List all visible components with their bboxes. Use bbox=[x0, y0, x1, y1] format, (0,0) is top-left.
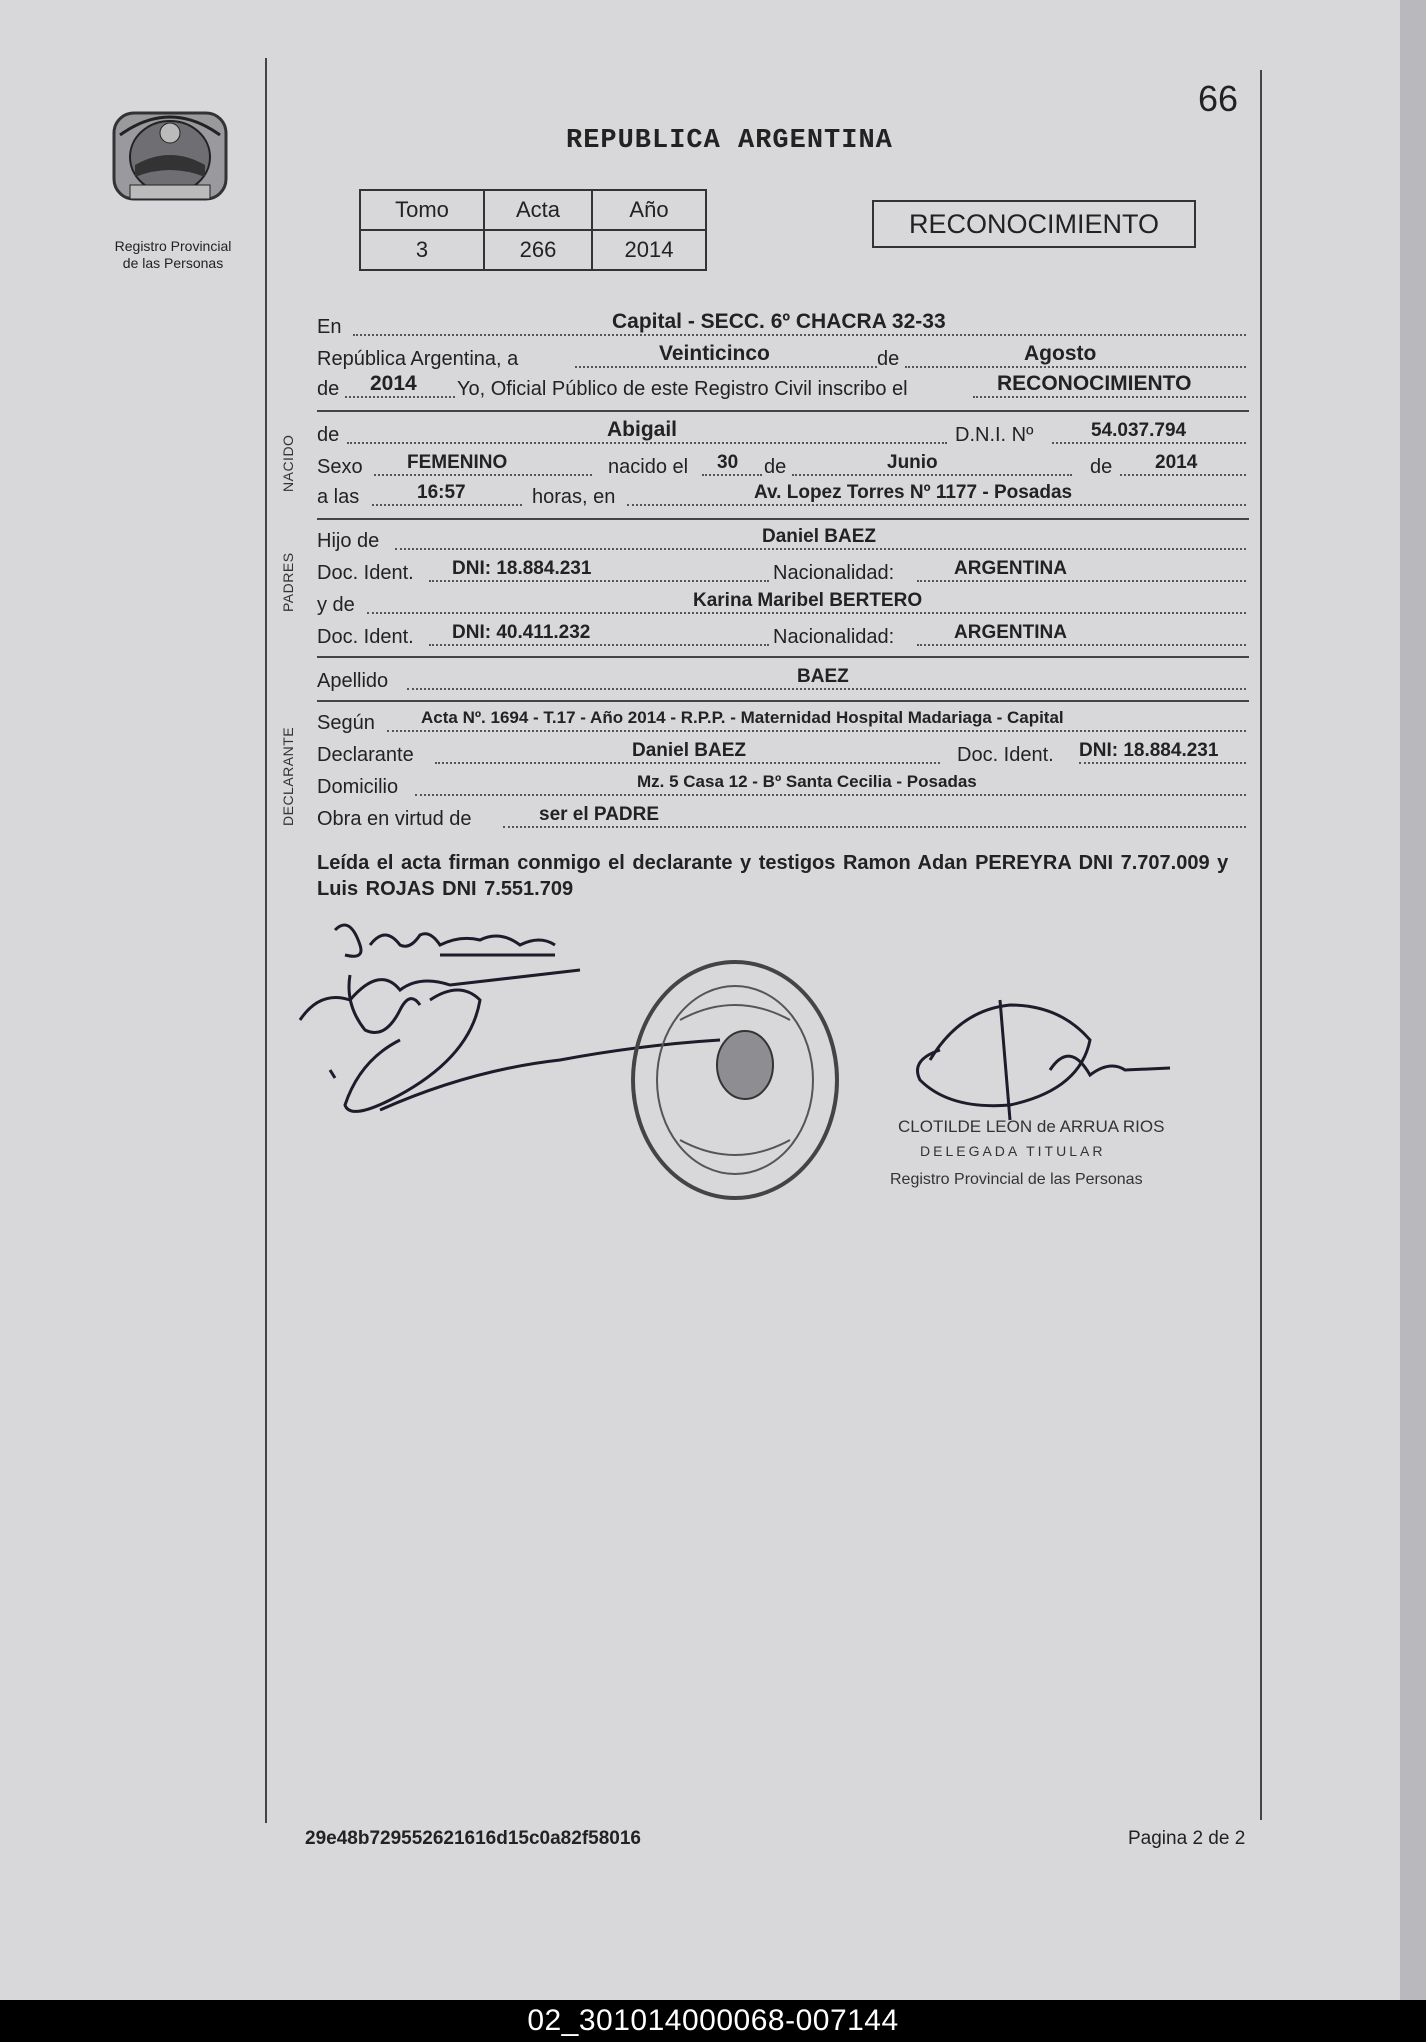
value-nombre: Abigail bbox=[607, 418, 678, 441]
label-hijo-de: Hijo de bbox=[317, 530, 380, 552]
value-madre-doc: DNI: 40.411.232 bbox=[452, 622, 591, 643]
value-dni: 54.037.794 bbox=[1091, 420, 1187, 441]
side-label-padres: PADRES bbox=[280, 552, 296, 612]
value-lugar-nac: Av. Lopez Torres Nº 1177 - Posadas bbox=[754, 482, 1073, 503]
value-dia: Veinticinco bbox=[659, 342, 770, 365]
label-domicilio: Domicilio bbox=[317, 776, 399, 798]
label-apellido: Apellido bbox=[317, 670, 389, 692]
label-doc-ident3: Doc. Ident. bbox=[957, 744, 1054, 766]
closing-statement: Leída el acta firman conmigo el declarante y testigos Ramon Adan PEREYRA DNI 7.707.009 y Luis ROJAS DNI 7.551.709 bbox=[317, 852, 1229, 900]
side-label-nacido: NACIDO bbox=[280, 434, 296, 492]
value-obra: ser el PADRE bbox=[539, 804, 660, 825]
label-de2: de bbox=[317, 378, 340, 400]
label-declarante: Declarante bbox=[317, 744, 414, 766]
logo-caption-line2: de las Personas bbox=[122, 255, 224, 271]
value-dia-nac: 30 bbox=[717, 452, 739, 473]
label-de-nombre: de bbox=[317, 424, 340, 446]
label-nacionalidad: Nacionalidad: bbox=[773, 562, 895, 584]
label-en: En bbox=[317, 316, 342, 338]
label-nacionalidad2: Nacionalidad: bbox=[773, 626, 895, 648]
value-segun: Acta Nº. 1694 - T.17 - Año 2014 - R.P.P. - Maternidad Hospital Madariaga - Capital bbox=[421, 708, 1064, 727]
value-domicilio: Mz. 5 Casa 12 - Bº Santa Cecilia - Posadas bbox=[637, 772, 977, 791]
value-padre-doc: DNI: 18.884.231 bbox=[452, 558, 592, 579]
label-de3: de bbox=[764, 456, 787, 478]
table-value-acta: 266 bbox=[484, 230, 592, 270]
table-header-tomo: Tomo bbox=[360, 190, 484, 230]
table-header-acta: Acta bbox=[484, 190, 592, 230]
value-padre: Daniel BAEZ bbox=[762, 526, 877, 547]
label-dni: D.N.I. Nº bbox=[955, 424, 1034, 446]
scan-id-bar: 02_301014000068-007144 bbox=[0, 2000, 1426, 2042]
country-title: REPUBLICA ARGENTINA bbox=[566, 126, 893, 156]
page-number: 66 bbox=[1198, 78, 1239, 119]
label-obra: Obra en virtud de bbox=[317, 808, 472, 830]
label-a-las: a las bbox=[317, 486, 360, 508]
value-hora: 16:57 bbox=[417, 482, 466, 503]
value-mes-nac: Junio bbox=[887, 452, 938, 473]
official-stamp-icon bbox=[633, 962, 837, 1198]
page-count: Pagina 2 de 2 bbox=[1128, 1828, 1246, 1849]
label-de: de bbox=[877, 348, 900, 370]
value-madre: Karina Maribel BERTERO bbox=[693, 590, 923, 611]
table-value-tomo: 3 bbox=[360, 230, 484, 270]
label-y-de: y de bbox=[317, 594, 355, 616]
logo-caption-line1: Registro Provincial bbox=[114, 238, 232, 254]
value-declarante: Daniel BAEZ bbox=[632, 740, 747, 761]
value-anio-nac: 2014 bbox=[1155, 452, 1198, 473]
value-apellido: BAEZ bbox=[797, 666, 849, 687]
label-sexo: Sexo bbox=[317, 456, 363, 478]
label-segun: Según bbox=[317, 712, 375, 734]
table-value-anio: 2014 bbox=[592, 230, 706, 270]
stamp-official-org: Registro Provincial de las Personas bbox=[890, 1171, 1143, 1188]
label-doc-ident2: Doc. Ident. bbox=[317, 626, 414, 648]
document-type-box: RECONOCIMIENTO bbox=[872, 200, 1196, 248]
value-mes: Agosto bbox=[1024, 342, 1097, 365]
label-horas-en: horas, en bbox=[532, 486, 616, 508]
value-declarante-doc: DNI: 18.884.231 bbox=[1079, 740, 1219, 761]
side-label-declarante: DECLARANTE bbox=[280, 726, 296, 826]
stamp-official-name: CLOTILDE LEON de ARRUA RIOS bbox=[898, 1117, 1165, 1136]
value-lugar: Capital - SECC. 6º CHACRA 32-33 bbox=[612, 310, 946, 333]
value-anio: 2014 bbox=[370, 372, 417, 395]
label-nacido-el: nacido el bbox=[608, 456, 689, 478]
value-madre-nac: ARGENTINA bbox=[954, 622, 1067, 643]
value-padre-nac: ARGENTINA bbox=[954, 558, 1067, 579]
value-sexo: FEMENINO bbox=[407, 452, 508, 473]
label-doc-ident: Doc. Ident. bbox=[317, 562, 414, 584]
signature-declarante-icon bbox=[335, 925, 555, 956]
stamp-official-title: DELEGADA TITULAR bbox=[920, 1143, 1106, 1159]
value-acto: RECONOCIMIENTO bbox=[997, 372, 1192, 395]
label-de4: de bbox=[1090, 456, 1113, 478]
table-header-anio: Año bbox=[592, 190, 706, 230]
label-republica: República Argentina, a bbox=[317, 348, 519, 370]
label-oficial: Yo, Oficial Público de este Registro Civil inscribo el bbox=[457, 378, 908, 400]
document-hash: 29e48b729552621616d15c0a82f58016 bbox=[305, 1828, 641, 1849]
signature-official-icon bbox=[918, 1000, 1171, 1120]
